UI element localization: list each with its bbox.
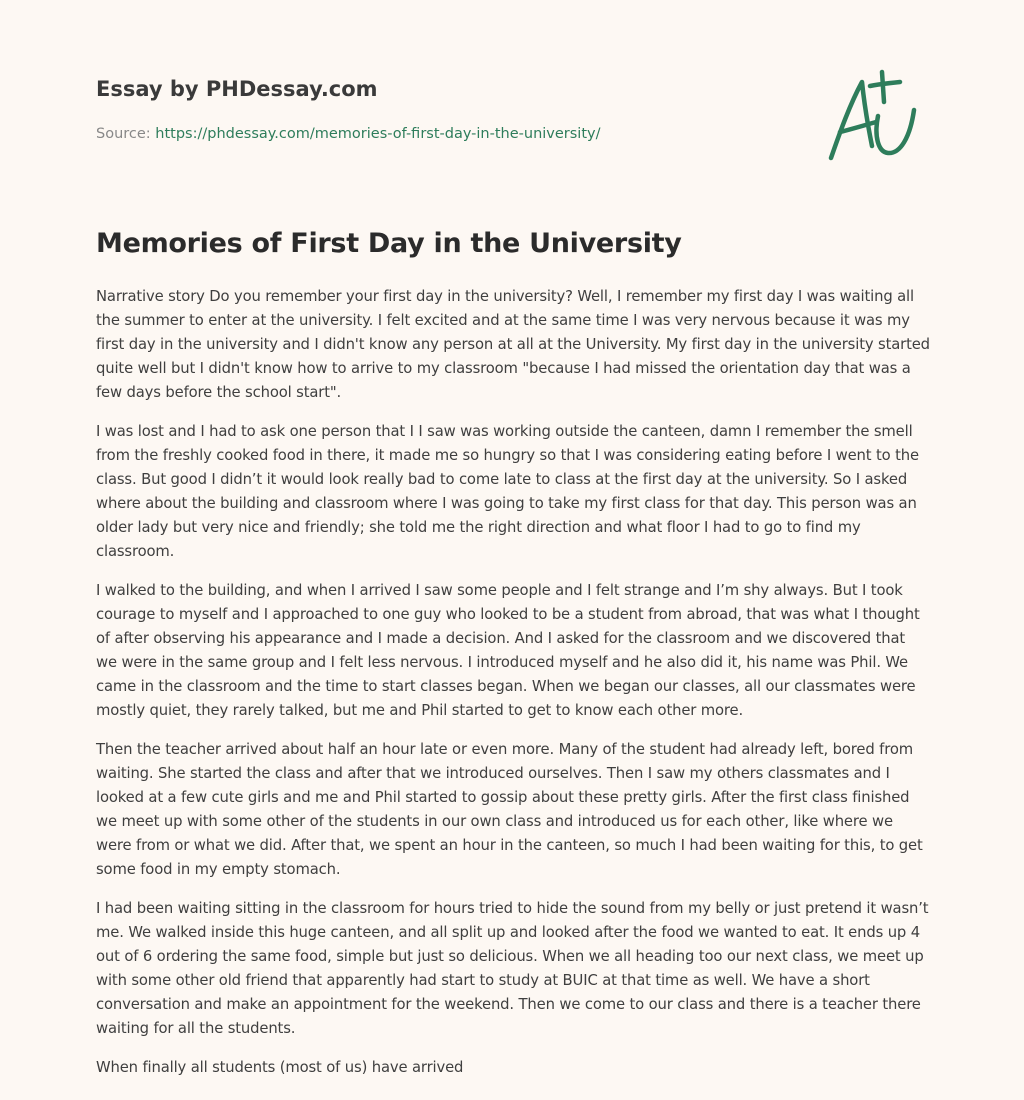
- essay-paragraph: I walked to the building, and when I arrived I saw some people and I felt strange and I’m shy always. But I took courage to myself and I approached to one guy who looked to be a student from abroad, that was what I thought of after observing his appearance and I made a decision. And I asked for the classroom and we discovered that we were in the same group and I felt less nervous. I introduced myself and he also did it, his name was Phil. We came in the classroom and the time to start classes began. When we began our classes, all our classmates were mostly quiet, they rarely talked, but me and Phil started to get to know each other more.: [96, 582, 920, 719]
- a-plus-icon: [818, 66, 928, 166]
- essay-paragraph: When finally all students (most of us) have arrived: [96, 1059, 464, 1076]
- essay-body: [96, 285, 930, 1095]
- essay-paragraph: Then the teacher arrived about half an hour late or even more. Many of the student had already left, bored from waiting. She started the class and after that we introduced ourselves. Then I saw my others classmates and I looked at a few cute girls and me and Phil started to gossip about these pretty girls. After the first class finished we meet up with some other of the students in our own class and introduced us for each other, like where we were from or what we did. After that, we spent an hour in the canteen, so much I had been waiting for this, to get some food in my empty stomach.: [96, 741, 923, 878]
- source-line: [96, 124, 601, 144]
- source-label: Source:: [96, 126, 156, 142]
- essay-paragraph: I was lost and I had to ask one person that I I saw was working outside the canteen, damn I remember the smell from the freshly cooked food in there, it made me so hungry so that I was considering eating before I went to the class. But good I didn’t it would look really bad to come late to class at the first day at the university. So I asked where about the building and classroom where I was going to take my first class for that day. This person was an older lady but very nice and friendly; she told me the right direction and what floor I had to go to find my classroom.: [96, 423, 919, 560]
- header: [96, 74, 928, 174]
- source-link[interactable]: https://phdessay.com/memories-of-first-day-in-the-university/: [155, 126, 601, 142]
- essay-title: Memories of First Day in the University: [96, 228, 682, 259]
- essay-paragraph: Narrative story Do you remember your first day in the university? Well, I remember my first day I was waiting all the summer to enter at the university. I felt excited and at the same time I was very nervous because it was my first day in the university and I didn't know any person at all at the University. My first day in the university started quite well but I didn't know how to arrive to my classroom "because I had missed the orientation day that was a few days before the school start".: [96, 288, 930, 401]
- essay-paragraph: I had been waiting sitting in the classroom for hours tried to hide the sound from my belly or just pretend it wasn’t me. We walked inside this huge canteen, and all split up and looked after the food we wanted to eat. It ends up 4 out of 6 ordering the same food, simple but just so delicious. When we all heading too our next class, we meet up with some other old friend that apparently had start to study at BUIC at that time as well. We have a short conversation and make an appointment for the weekend. Then we come to our class and there is a teacher there waiting for all the students.: [96, 900, 929, 1037]
- site-brand: Essay by PHDessay.com: [96, 77, 378, 101]
